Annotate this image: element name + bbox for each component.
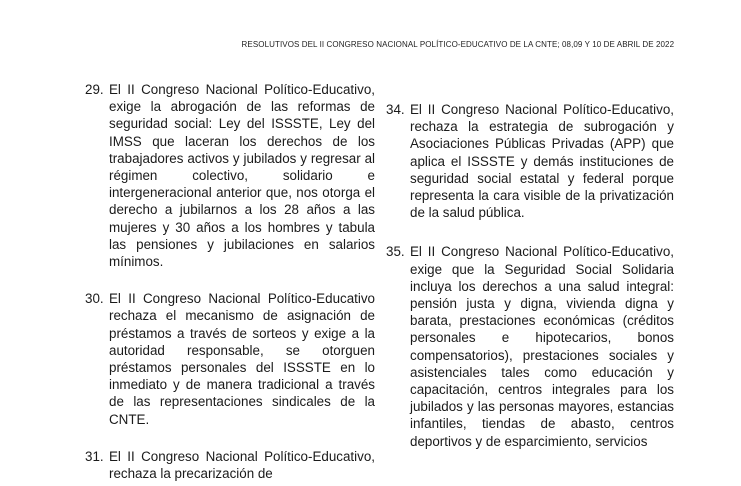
resolution-text: El II Congreso Nacional Político-Educativo rechaza el mecanismo de asignación de préstamos a través de sorteos y exige a la autoridad responsable, se otorguen préstamos personales del ISSSTE en lo inmediato y de manera tradicional a través de las representaciones sindicales de la CNTE.	[109, 291, 375, 427]
resolution-number: 35.	[386, 244, 405, 260]
resolution-number: 30.	[85, 291, 104, 307]
resolution-text: El II Congreso Nacional Político-Educativo, exige la abrogación de las reformas de seguridad social: Ley del ISSSTE, Ley del IMSS que laceran los derechos de los trabajadores activos y jubilados y regresar al régimen colectivo, solidario e intergeneracional anterior que, nos otorga el derecho a jubilarnos a los 28 años a las mujeres y 30 años a los hombres y tabula las pensiones y jubilaciones en salarios mínimos.	[109, 82, 375, 270]
running-header: RESOLUTIVOS DEL II CONGRESO NACIONAL POLÍTICO-EDUCATIVO DE LA CNTE; 08,09 Y 10 DE ABRIL DE 2022	[241, 39, 674, 49]
resolution-item-35	[386, 243, 674, 449]
resolution-text: El II Congreso Nacional Político-Educativo, rechaza la precarización de	[109, 448, 375, 482]
resolution-text: El II Congreso Nacional Político-Educativo, rechaza la estrategia de subrogación y Asociaciones Públicas Privadas (APP) que aplica el ISSSTE y demás instituciones de seguridad social estatal y federal porque representa la cara visible de la privatización de la salud pública.	[410, 102, 674, 221]
resolution-item-30	[85, 290, 375, 428]
resolution-text: El II Congreso Nacional Político-Educativo, exige que la Seguridad Social Solidaria incluya los derechos a una salud integral: pensión justa y digna, vivienda digna y barata, prestaciones económicas (créditos personales e hipotecarios, bonos compensatorios), prestaciones sociales y asistenciales tales como educación y capacitación, centros integrales para los jubilados y las personas mayores, estancias infantiles, tiendas de abasto, centros deportivos y de esparcimiento, servicios	[410, 244, 674, 449]
resolution-number: 29.	[85, 82, 104, 97]
left-column	[85, 81, 375, 486]
resolution-number: 31.	[85, 448, 104, 464]
right-column	[386, 101, 674, 472]
resolution-item-29	[85, 81, 375, 270]
resolution-item-31	[85, 448, 375, 482]
resolution-item-34	[386, 101, 674, 221]
resolution-number: 34.	[386, 102, 405, 117]
